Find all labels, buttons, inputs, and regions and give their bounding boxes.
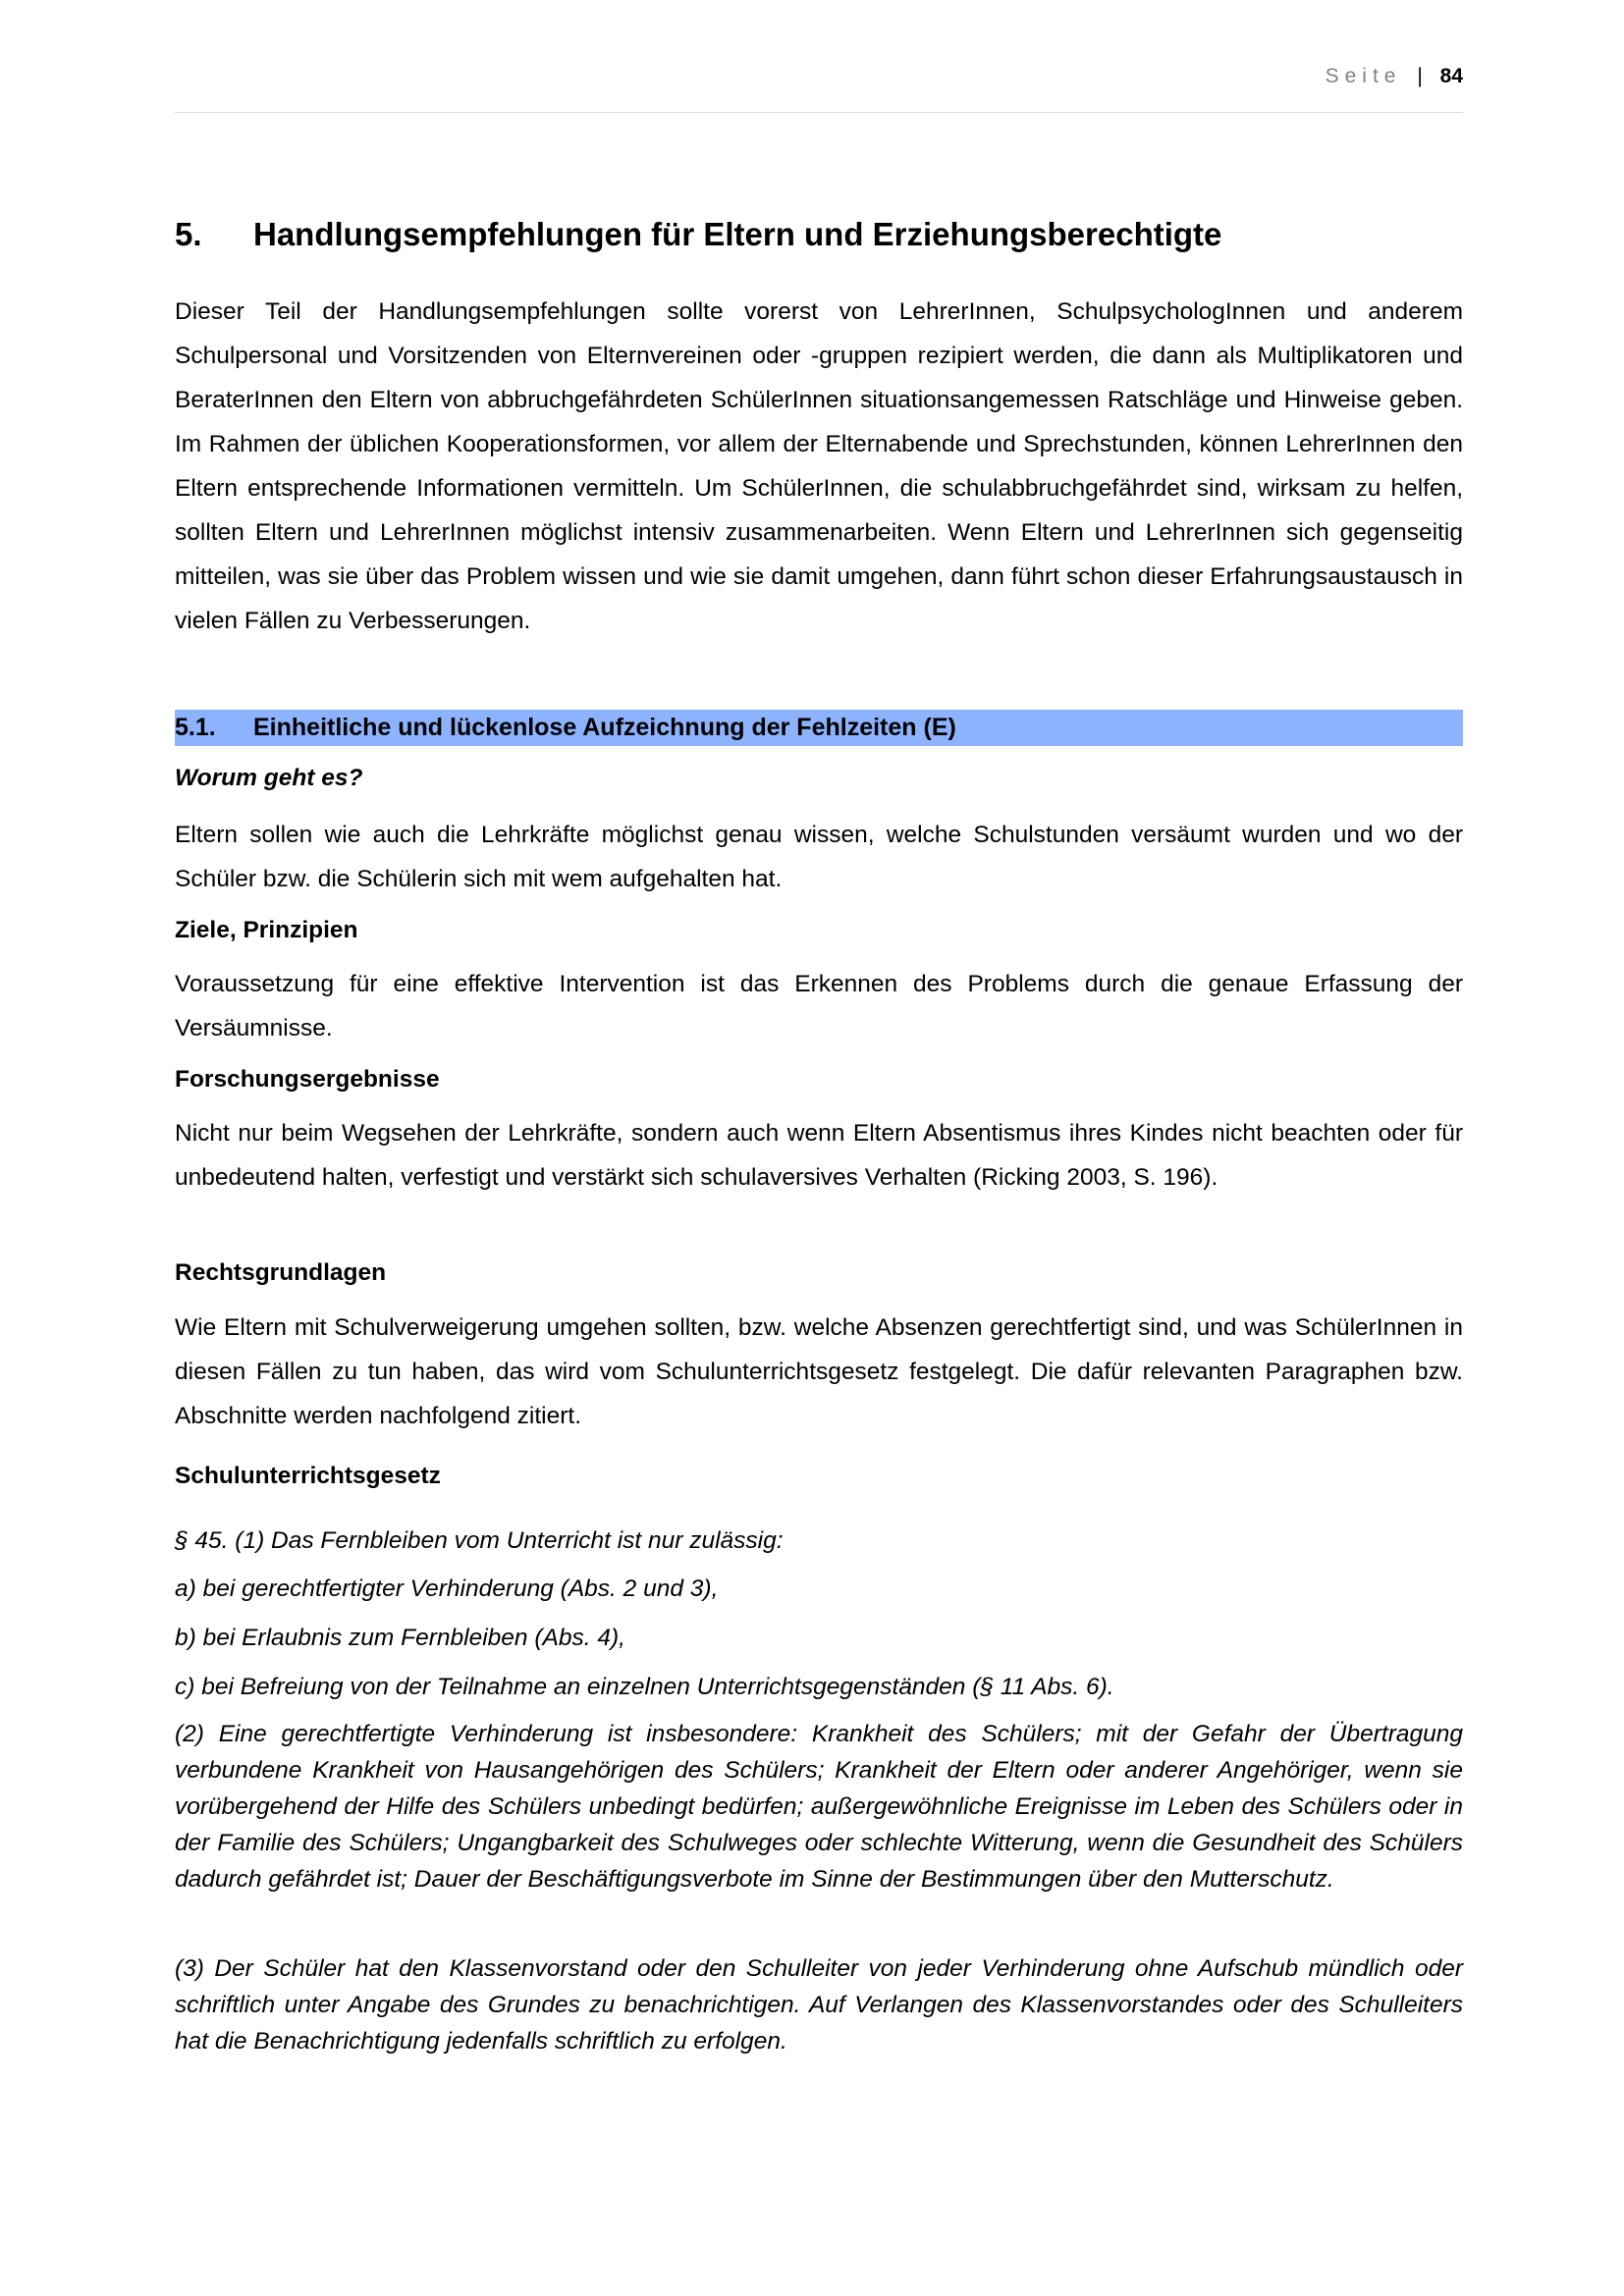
ziele-heading: Ziele, Prinzipien: [175, 917, 358, 943]
ziele-paragraph: Voraussetzung für eine effektive Intervention ist das Erkennen des Problems durch die genaue Erfassung der Versäumnisse.: [175, 971, 1463, 1041]
recht-heading: Rechtsgrundlagen: [175, 1259, 387, 1286]
page-number: 84: [1439, 65, 1463, 87]
worum-paragraph: Eltern sollen wie auch die Lehrkräfte möglichst genau wissen, welche Schulstunden versäumt wurden und wo der Schüler bzw. die Schülerin sich mit wem aufgehalten hat.: [175, 822, 1463, 892]
recht-paragraph: Wie Eltern mit Schulverweigerung umgehen sollten, bzw. welche Absenzen gerechtfertigt sind, und was SchülerInnen in diesen Fällen zu tun haben, das wird vom Schulunterrichtsgesetz festgelegt. Die dafür relevanten Paragraphen bzw. Abschnitte werden nachfolgend zitiert.: [175, 1314, 1463, 1429]
intro-paragraph: Dieser Teil der Handlungsempfehlungen sollte vorerst von LehrerInnen, SchulpsychologInnen und anderem Schulpersonal und Vorsitzenden von Elternvereinen oder -gruppen rezipiert werden, die dann als Multiplikatoren und BeraterInnen den Eltern von abbruchgefährdeten SchülerInnen situationsangemessen Ratschläge und Hinweise geben. Im Rahmen der üblichen Kooperationsformen, vor allem der Elternabende und Sprechstunden, können LehrerInnen den Eltern entsprechende Informationen vermitteln. Um SchülerInnen, die schulabbruchgefährdet sind, wirksam zu helfen, sollten Eltern und LehrerInnen möglichst intensiv zusammenarbeiten. Wenn Eltern und LehrerInnen sich gegenseitig mitteilen, was sie über das Problem wissen und wie sie damit umgehen, dann führt schon dieser Erfahrungsaustausch in vielen Fällen zu Verbesserungen.: [175, 298, 1463, 634]
page-label: Seite: [1325, 65, 1402, 87]
worum-heading: Worum geht es?: [175, 765, 363, 791]
law-item-c: c) bei Befreiung von der Teilnahme an einzelnen Unterrichtsgegenständen (§ 11 Abs. 6).: [175, 1674, 1114, 1700]
section-title: Handlungsempfehlungen für Eltern und Erziehungsberechtigte: [253, 216, 1222, 252]
page-header: [175, 65, 1463, 88]
header-divider: [175, 112, 1463, 113]
law-heading: Schulunterrichtsgesetz: [175, 1463, 441, 1489]
forschung-heading: Forschungsergebnisse: [175, 1066, 440, 1093]
forschung-paragraph: Nicht nur beim Wegsehen der Lehrkräfte, sondern auch wenn Eltern Absentismus ihres Kindes nicht beachten oder für unbedeutend halten, verfestigt und verstärkt sich schulaversives Verhalten (Ricking 2003, S. 196).: [175, 1120, 1463, 1191]
subsection-number: 5.1.: [175, 714, 216, 741]
subsection-heading: [175, 710, 1463, 746]
subsection-title: Einheitliche und lückenlose Aufzeichnung der Fehlzeiten (E): [253, 714, 956, 741]
header-separator: |: [1417, 65, 1423, 87]
law-item-b: b) bei Erlaubnis zum Fernbleiben (Abs. 4),: [175, 1625, 625, 1651]
law-paragraph-3: (3) Der Schüler hat den Klassenvorstand oder den Schulleiter von jeder Verhinderung ohne Aufschub mündlich oder schriftlich unter Angabe des Grundes zu benachrichtigen. Auf Verlangen des Klassenvorstandes oder des Schulleiters hat die Benachrichtigung jedenfalls schriftlich zu erfolgen.: [175, 1955, 1463, 2055]
section-heading: [175, 216, 1463, 253]
section-number: 5.: [175, 216, 202, 252]
law-paragraph-2: (2) Eine gerechtfertigte Verhinderung ist insbesondere: Krankheit des Schülers; mit der Gefahr der Übertragung verbundene Krankheit von Hausangehörigen des Schülers; Krankheit der Eltern oder anderer Angehöriger, wenn sie vorübergehend der Hilfe des Schülers unbedingt bedürfen; außergewöhnliche Ereignisse im Leben des Schülers oder in der Familie des Schülers; Ungangbarkeit des Schulweges oder schlechte Witterung, wenn die Gesundheit des Schülers dadurch gefährdet ist; Dauer der Beschäftigungsverbote im Sinne der Bestimmungen über den Mutterschutz.: [175, 1721, 1463, 1893]
law-item-a: a) bei gerechtfertigter Verhinderung (Abs. 2 und 3),: [175, 1575, 719, 1602]
law-paragraph-1: § 45. (1) Das Fernbleiben vom Unterricht ist nur zulässig:: [175, 1527, 784, 1554]
